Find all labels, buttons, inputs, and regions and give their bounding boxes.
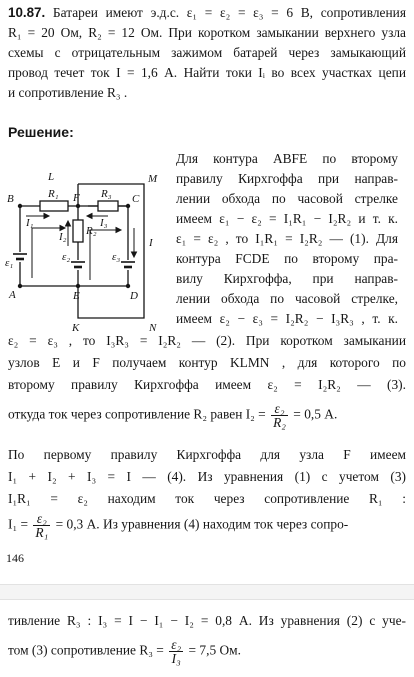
solution-line-5: ε₁ = ε₂ , то I₁R₁ = I₂R₂ — (1). Для (176, 231, 398, 246)
node-a (18, 284, 22, 288)
solution-line-14: По первому правилу Кирхгоффа для узла F имеем (8, 447, 406, 462)
node-b (18, 204, 22, 208)
solution-line-16: I₁R₁ = ε₂ находим ток через сопротивление R₁ : (8, 491, 406, 506)
r3-formula-result: = 7,5 Ом. (188, 642, 241, 658)
label-e2: ε₂ (62, 251, 71, 263)
solution-line-15: I₁ + I₂ + I₃ = I — (4). Из уравнения (1) с учетом (3) (8, 469, 406, 484)
solution-line-12: второму правилу Кирхгоффа имеем ε₂ = I₂R₂ — (3). (8, 377, 406, 392)
solution-line-6: контура FCDE по второму пра- (176, 251, 398, 266)
i1-fraction-numerator: ε₂ (33, 512, 50, 526)
solution-line-4: имеем ε₁ − ε₂ = I₁R₁ − I₂R₂ и т. к. (176, 211, 398, 226)
label-e3: ε₃ (112, 251, 121, 263)
node-c (126, 204, 130, 208)
i1-formula-prefix: I₁ = (8, 516, 29, 532)
circuit-outer-wire (20, 206, 128, 286)
r3-fraction-denominator: I₃ (171, 651, 181, 666)
page-number: 146 (6, 551, 24, 565)
label-i2: I₂ (59, 231, 67, 243)
solution-line-8: лении обхода по часовой стрелке, (176, 291, 398, 306)
solution-line-3: лении обхода по часовой стрелке (176, 191, 398, 206)
problem-text-1: Батареи имеют э.д.с. ε₁ = ε₂ = ε₃ = 6 В, сопротивления (52, 5, 406, 20)
problem-number: 10.87. (8, 5, 46, 20)
label-n: N (149, 322, 157, 334)
label-c: C (132, 193, 140, 205)
circuit-diagram (4, 168, 172, 336)
solution-line-2: правилу Кирхгоффа при направ- (176, 171, 398, 186)
solution-line-13 (8, 402, 337, 429)
problem-line-5: и сопротивление R₃ . (8, 85, 128, 100)
problem-line-3: схемы с отрицательным зажимом батарей через замыкающий (8, 45, 406, 60)
resistor-r2 (73, 220, 83, 242)
label-a: A (9, 289, 16, 301)
battery-e1 (13, 252, 27, 262)
solution-line-1: Для контура ABFE по второму (176, 151, 398, 166)
problem-line-2: R₁ = 20 Ом, R₂ = 12 Ом. При коротком замыкании верхнего узла (8, 25, 406, 40)
solution-line-10: ε₂ = ε₃ , то I₃R₃ = I₂R₂ — (2). При коротком замыкании (8, 333, 406, 348)
i2-formula-prefix: откуда ток через сопротивление R₂ равен I₂ = (8, 406, 266, 422)
page-divider (0, 584, 414, 600)
solution-heading: Решение: (8, 124, 74, 140)
problem-line-4: провод течет ток I = 1,6 А. Найти токи Iᵢ во всех участках цепи (8, 65, 406, 80)
node-e (76, 284, 80, 288)
resistor-r1 (40, 201, 68, 211)
label-e1: ε₁ (5, 257, 14, 269)
label-b: B (7, 193, 14, 205)
label-m: M (148, 173, 158, 185)
label-e: E (73, 290, 80, 302)
label-i1: I₁ (26, 217, 34, 229)
i1-fraction-denominator: R₁ (35, 525, 49, 540)
solution-line-11: узлов E и F получаем контур KLMN , для которого по (8, 355, 406, 370)
loop-arrow-abfe (32, 228, 60, 278)
battery-e3 (121, 260, 135, 270)
label-i3: I₃ (100, 217, 108, 229)
label-r3: R₃ (101, 188, 112, 200)
i2-fraction-numerator: ε₂ (271, 402, 288, 416)
label-f: F (73, 192, 80, 204)
i2-fraction-denominator: R₂ (273, 415, 286, 430)
node-d (126, 284, 130, 288)
label-r1: R₁ (48, 188, 59, 200)
label-k: K (72, 322, 80, 334)
problem-line-1 (8, 4, 406, 21)
r3-fraction-numerator: ε₂ (171, 637, 182, 652)
label-d: D (130, 290, 138, 302)
battery-e2 (71, 260, 85, 270)
node-f (76, 204, 80, 208)
solution-line-9: имеем ε₂ − ε₃ = I₂R₂ − I₃R₃ , т. к. (176, 311, 398, 326)
label-i: I (149, 237, 153, 249)
continuation-line-2 (8, 638, 241, 665)
solution-line-7: вилу Кирхгоффа, при направ- (176, 271, 398, 286)
label-r2: R₂ (86, 225, 97, 237)
solution-line-17 (8, 512, 348, 539)
i2-fraction (271, 402, 288, 429)
continuation-line-1: тивление R₃ : I₃ = I − I₁ − I₂ = 0,8 А. Из уравнения (2) с уче- (8, 613, 406, 628)
resistor-r3 (98, 201, 118, 211)
i1-fraction (33, 512, 50, 539)
i2-formula-result: = 0,5 А. (293, 406, 338, 422)
r3-formula-prefix: том (3) сопротивление R₃ = (8, 642, 164, 658)
i1-formula-result: = 0,3 А. Из уравнения (4) находим ток через сопро- (55, 516, 349, 532)
r3-fraction (169, 638, 183, 665)
label-l: L (48, 171, 55, 183)
